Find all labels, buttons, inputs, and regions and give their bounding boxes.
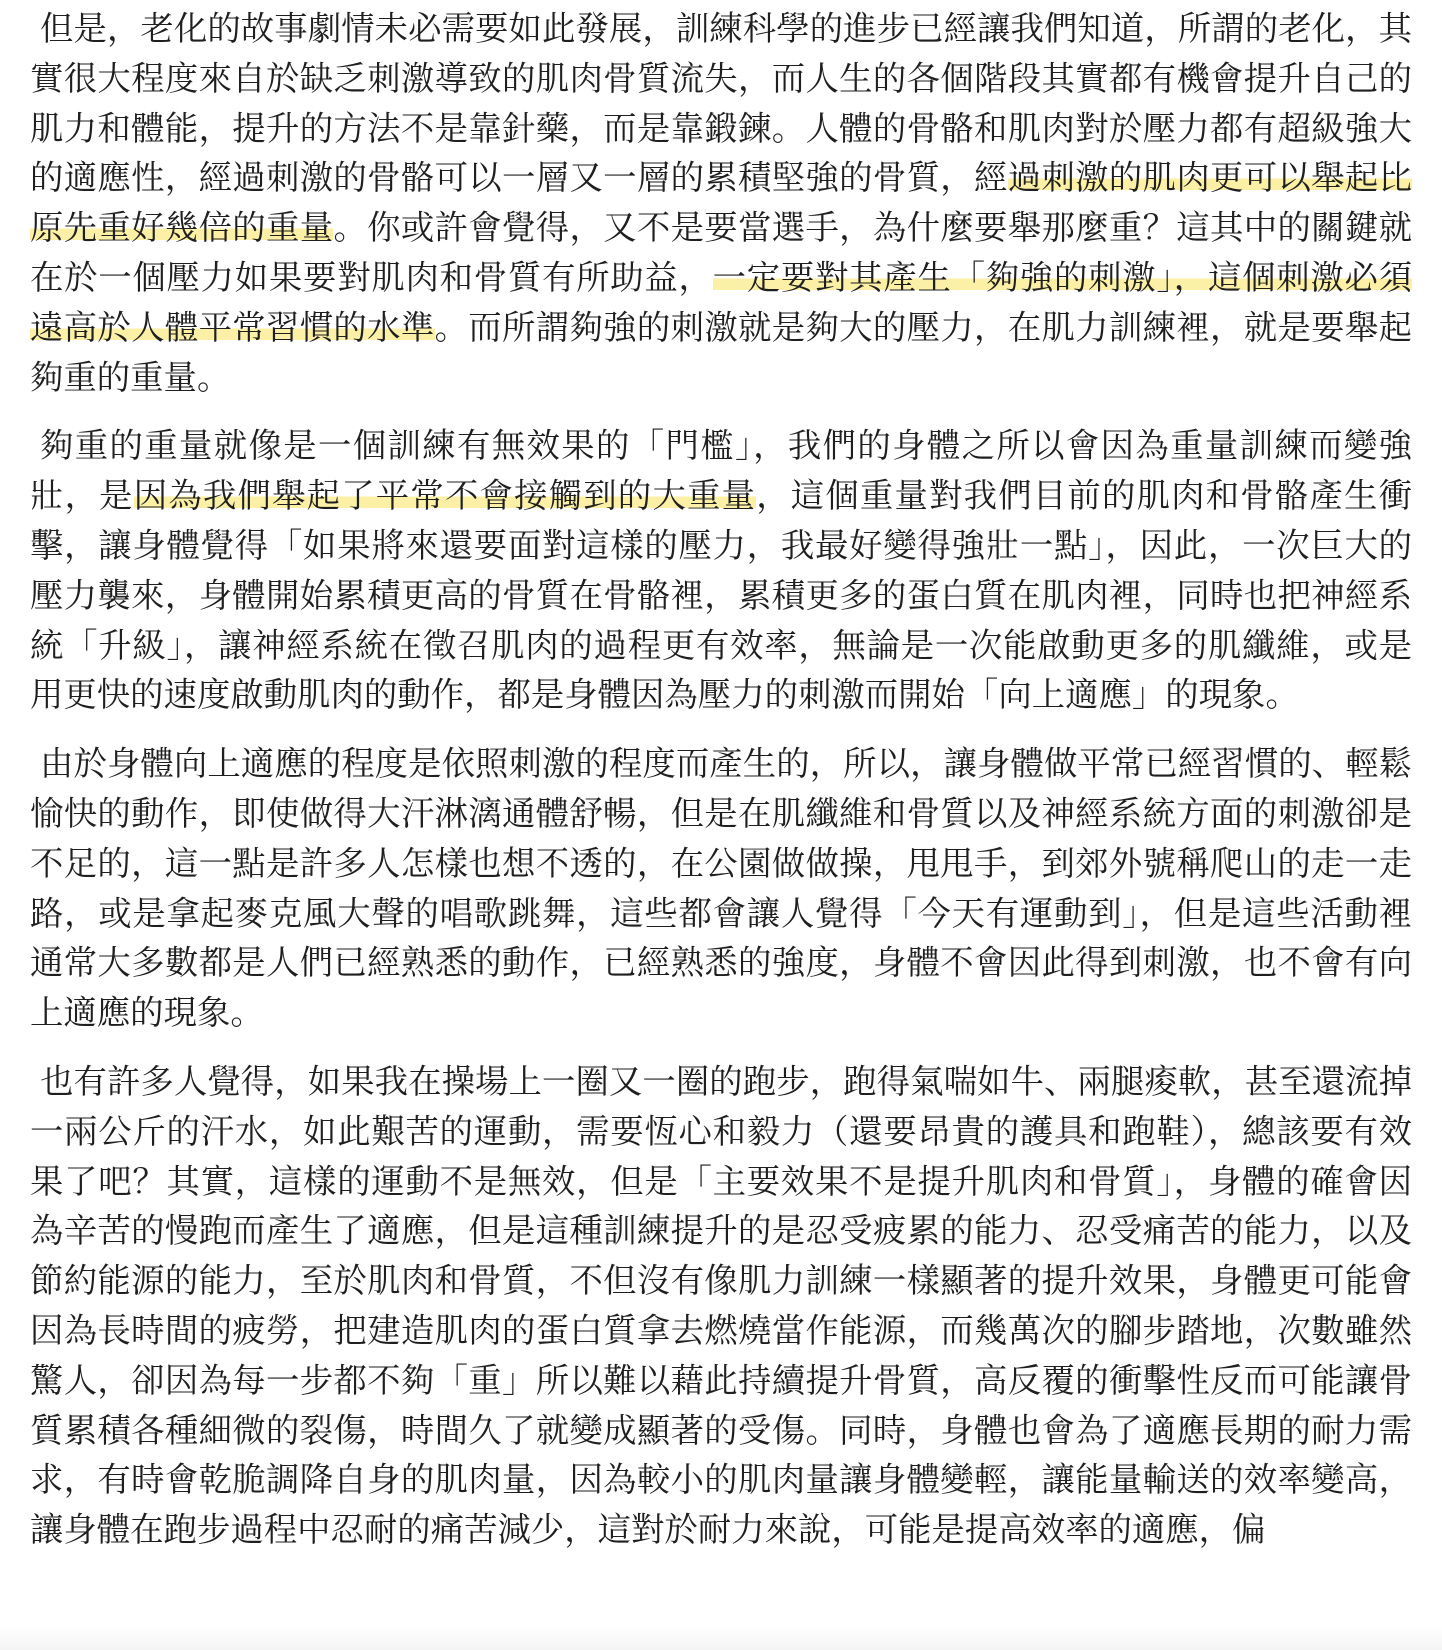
paragraph-text: 由於身體向上適應的程度是依照刺激的程度而產生的，所以，讓身體做平常已經習慣的、輕鬆愉快的動作，即使做得大汗淋漓通體舒暢，但是在肌纖維和骨質以及神經系統方面的刺激卻是不足的，這一點是許多人怎樣也想不透的，在公園做做操，甩甩手，到郊外號稱爬山的走一走路，或是拿起麥克風大聲的唱歌跳舞，這些都會讓人覺得「今天有運動到」，但是這些活動裡通常大多數都是人們已經熟悉的動作，已經熟悉的強度，身體不會因此得到刺激，也不會有向上適應的現象。 — [30, 744, 1412, 1033]
paragraph-4 — [30, 1057, 1412, 1555]
paragraph-text: 。你或許會覺得，又不是要當選手，為什麼要舉那麼重？這其中的關鍵就在於一個壓力如果要對肌肉和骨質有所助益， — [30, 208, 1412, 297]
paragraph-text: 但是，老化的故事劇情未必需要如此發展，訓練科學的進步已經讓我們知道，所謂的老化，其實很大程度來自於缺乏刺激導致的肌肉骨質流失，而人生的各個階段其實都有機會提升自己的肌力和體能，提升的方法不是靠針藥，而是靠鍛鍊。人體的骨骼和肌肉對於壓力都有超級強大的適應性，經過刺激的骨骼可以一層又一層的累積堅強的骨質，經 — [30, 9, 1412, 198]
article-body — [30, 4, 1412, 1574]
paragraph-text: 夠重的重量就像是一個訓練有無效果的「門檻」，我們的身體之所以會因為重量訓練而變強壯，是 — [30, 426, 1412, 516]
paragraph-1 — [30, 4, 1412, 402]
paragraph-2 — [30, 421, 1412, 720]
paragraph-3 — [30, 739, 1412, 1038]
paragraph-text: ，這個重量對我們目前的肌肉和骨骼產生衝擊，讓身體覺得「如果將來還要面對這樣的壓力，我最好變得強壯一點」，因此，一次巨大的壓力襲來，身體開始累積更高的骨質在骨骼裡，累積更多的蛋白質在肌肉裡，同時也把神經系統「升級」，讓神經系統在徵召肌肉的過程更有效率，無論是一次能啟動更多的肌纖維，或是用更快的速度啟動肌肉的動作，都是身體因為壓力的刺激而開始「向上適應」的現象。 — [30, 476, 1413, 715]
bottom-fade-overlay — [0, 1626, 1442, 1650]
highlighted-text: 一定要對其產生「夠強的刺激」，這個刺激必須遠高於人體平常習慣的水準 — [30, 257, 1412, 347]
paragraph-text: 。而所謂夠強的刺激就是夠大的壓力，在肌力訓練裡，就是要舉起夠重的重量。 — [30, 307, 1413, 397]
paragraph-text: 也有許多人覺得，如果我在操場上一圈又一圈的跑步，跑得氣喘如牛、兩腿痠軟，甚至還流掉一兩公斤的汗水，如此艱苦的運動，需要恆心和毅力（還要昂貴的護具和跑鞋），總該要有效果了吧？其實，這樣的運動不是無效，但是「主要效果不是提升肌肉和骨質」，身體的確會因為辛苦的慢跑而產生了適應，但是這種訓練提升的是忍受疲累的能力、忍受痛苦的能力，以及節約能源的能力，至於肌肉和骨質，不但沒有像肌力訓練一樣顯著的提升效果，身體更可能會因為長時間的疲勞，把建造肌肉的蛋白質拿去燃燒當作能源，而幾萬次的腳步踏地，次數雖然驚人，卻因為每一步都不夠「重」所以難以藉此持續提升骨質，高反覆的衝擊性反而可能讓骨質累積各種細微的裂傷，時間久了就變成顯著的受傷。同時，身體也會為了適應長期的耐力需求，有時會乾脆調降自身的肌肉量，因為較小的肌肉量讓身體變輕，讓能量輸送的效率變高，讓身體在跑步過程中忍耐的痛苦減少，這對於耐力來說，可能是提高效率的適應，偏 — [30, 1061, 1412, 1550]
highlighted-text: 過刺激的肌肉更可以舉起比原先重好幾倍的重量 — [30, 158, 1413, 248]
highlighted-text: 因為我們舉起了平常不會接觸到的大重量 — [133, 476, 757, 516]
